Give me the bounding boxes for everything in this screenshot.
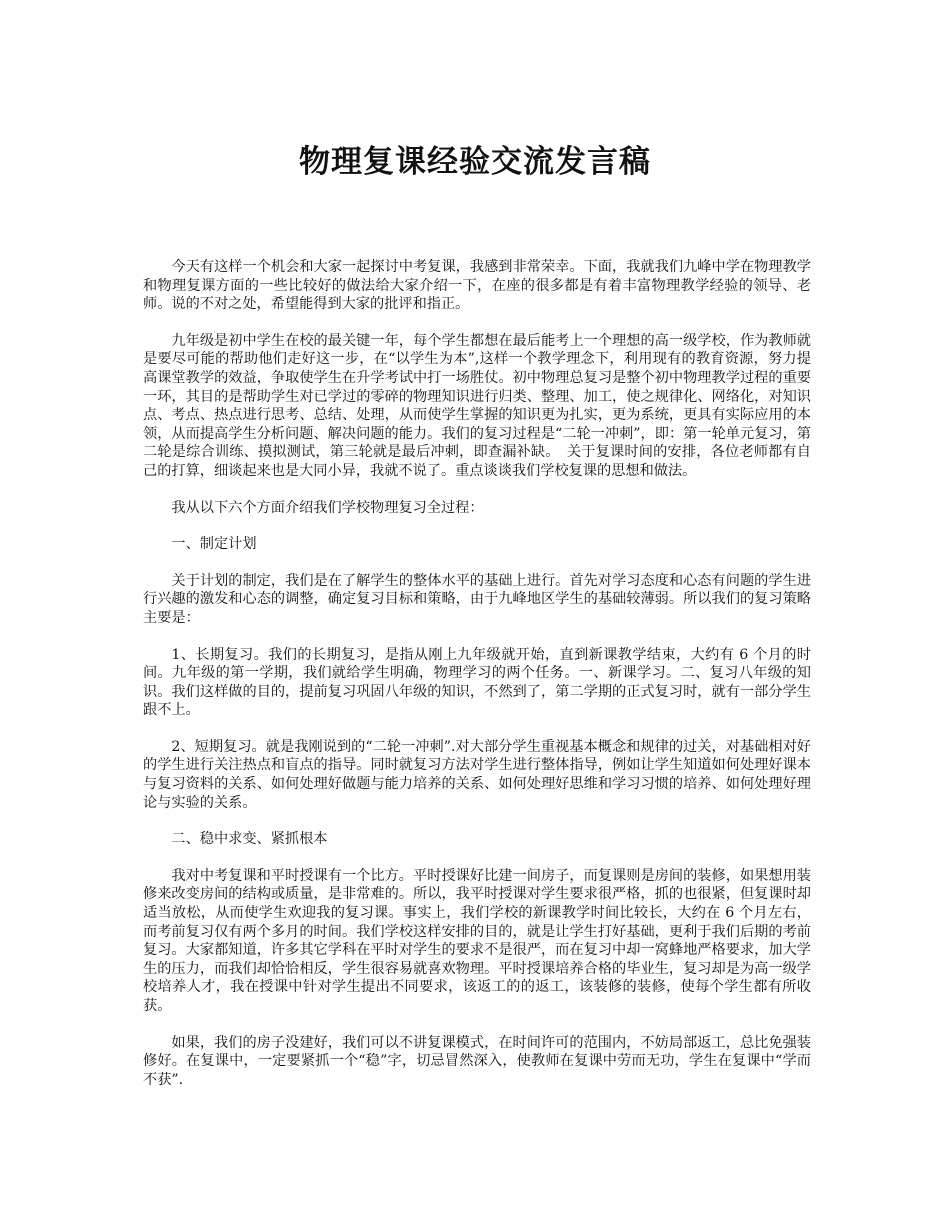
section-heading-stability: 二、稳中求变、紧抓根本 xyxy=(171,831,328,848)
paragraph-intro: 今天有这样一个机会和大家一起探讨中考复课，我感到非常荣幸。下面，我就我们九峰中学在物理教学和物理复课方面的一些比较好的做法给大家介绍一下，在座的很多都是有着丰富物理教学经验的领导、老师。说的不对之处，希望能得到大家的批评和指正。 xyxy=(143,259,811,313)
section-heading-plan: 一、制定计划 xyxy=(171,536,257,553)
paragraph-grade-nine: 九年级是初中学生在校的最关键一年，每个学生都想在最后能考上一个理想的高一级学校，作为教师就是要尽可能的帮助他们走好这一步，在“以学生为本”,这样一个教学理念下，利用现有的教育资源，努力提高课堂教学的效益，争取使学生在升学考试中打一场胜仗。初中物理总复习是整个初中物理教学过程的重要一环，其目的是帮助学生对已学过的零碎的物理知识进行归类、整理、加工，使之规律化、网络化，对知识点、考点、热点进行思考、总结、处理，从而使学生掌握的知识更为扎实，更为系统，更具有实际应用的本领，从而提高学生分析问题、解决问题的能力。我们的复习过程是“二轮一冲刺”，即：第一轮单元复习，第二轮是综合训练、摸拟测试，第三轮就是最后冲刺，即查漏补缺。 关于复课时间的安排，各位老师都有自己的打算，细谈起来也是大同小异，我就不说了。重点谈谈我们学校复课的思想和做法。 xyxy=(143,332,811,479)
paragraph-plan: 关于计划的制定，我们是在了解学生的整体水平的基础上进行。首先对学习态度和心态有问题的学生进行兴趣的激发和心态的调整，确定复习目标和策略，由于九峰地区学生的基础较薄弱。所以我们的复习策略主要是： xyxy=(143,572,811,626)
paragraph-short-term-review: 2、短期复习。就是我刚说到的“二轮一冲刺”.对大部分学生重视基本概念和规律的过关，对基础相对好的学生进行关注热点和盲点的指导。同时就复习方法对学生进行整体指导，例如让学生知道如何处理好课本与复习资料的关系、如何处理好做题与能力培养的关系、如何处理好思维和学习习惯的培养、如何处理好理论与实验的关系。 xyxy=(143,738,811,811)
paragraph-conclusion: 如果，我们的房子没建好，我们可以不讲复课模式，在时间许可的范围内，不妨局部返工，总比免强装修好。在复课中，一定要紧抓一个“稳”字，切忌冒然深入，使教师在复课中劳而无功，学生在复课中“学而不获”. xyxy=(143,1034,811,1088)
document-title: 物理复课经验交流发言稿 xyxy=(299,144,651,180)
paragraph-six-aspects: 我从以下六个方面介绍我们学校物理复习全过程： xyxy=(171,499,484,516)
paragraph-analogy: 我对中考复课和平时授课有一个比方。平时授课好比建一间房子，而复课则是房间的装修，如果想用装修来改变房间的结构或质量，是非常难的。所以，我平时授课对学生要求很严格，抓的也很紧，但复课时却适当放松，从而使学生欢迎我的复习课。事实上，我们学校的新课教学时间比较长，大约在 6 个月左右，而考前复习仅有两个多月的时间。我们学校这样安排的目的，就是让学生打好基础，更利于我们后期的考前复习。大家都知道，许多其它学科在平时对学生的要求不是很严，而在复习中却一窝蜂地严格要求，加大学生的压力，而我们却恰恰相反，学生很容易就喜欢物理。平时授课培养合格的毕业生，复习却是为高一级学校培养人才，我在授课中针对学生提出不同要求，该返工的的返工，该装修的装修，使每个学生都有所收获。 xyxy=(143,867,811,1014)
document-body xyxy=(143,258,811,1089)
paragraph-long-term-review: 1、长期复习。我们的长期复习，是指从刚上九年级就开始，直到新课教学结束，大约有 6 个月的时间。九年级的第一学期，我们就给学生明确，物理学习的两个任务。一、新课学习。二、复习八年级的知识。我们这样做的目的，提前复习巩固八年级的知识，不然到了，第二学期的正式复习时，就有一部分学生跟不上。 xyxy=(143,646,811,719)
